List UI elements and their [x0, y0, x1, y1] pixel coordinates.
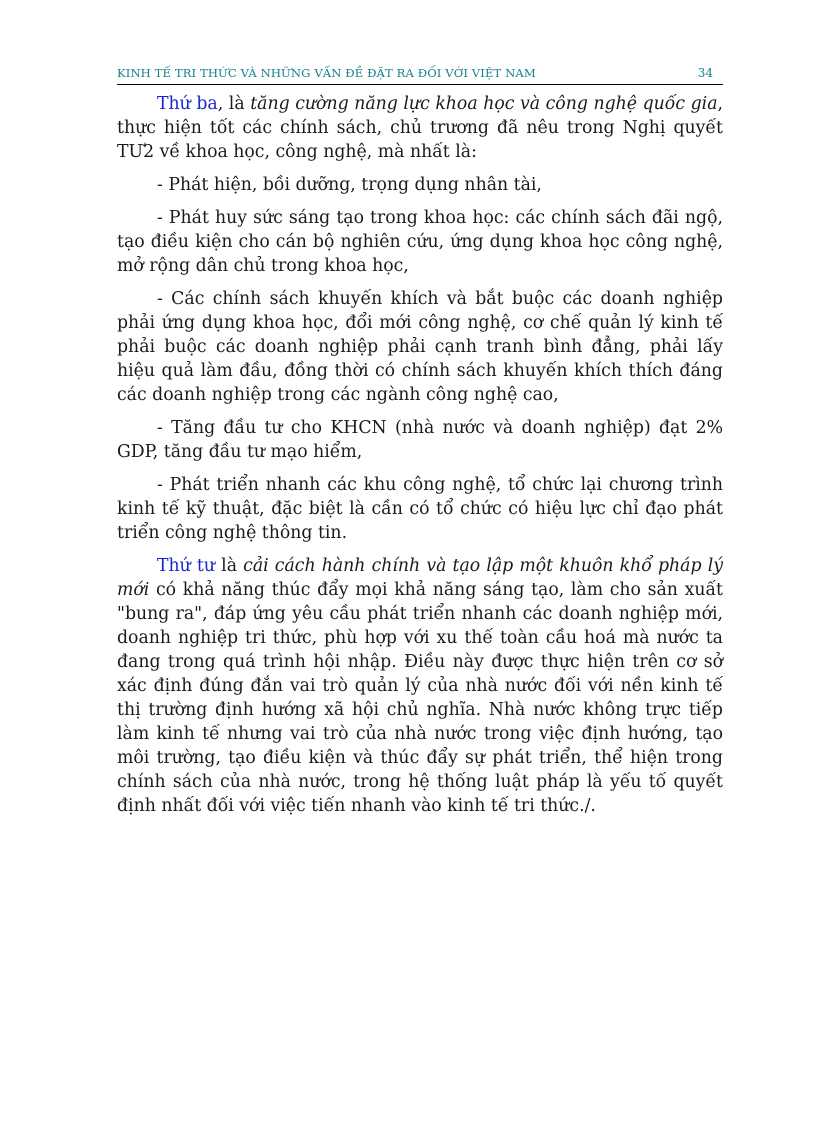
third-emphasis: tăng cường năng lực khoa học và công nghệ quốc gia: [250, 94, 718, 114]
paragraph-third: [117, 92, 723, 164]
bullet-item: - Phát triển nhanh các khu công nghệ, tổ chức lại chương trình kinh tế kỹ thuật, đặc biệt là cần có tổ chức có hiệu lực chỉ đạo phát triển công nghệ thông tin.: [117, 475, 723, 543]
paragraph-fourth: [117, 554, 723, 818]
bullet-item: - Các chính sách khuyến khích và bắt buộc các doanh nghiệp phải ứng dụng khoa học, đổi mới công nghệ, cơ chế quản lý kinh tế phải buộc các doanh nghiệp phải cạnh tranh bình đẳng, phải lấy hiệu quả làm đầu, đồng thời có chính sách khuyến khích thích đáng các doanh nghiệp trong các ngành công nghệ cao,: [117, 289, 723, 405]
third-connector: , là: [217, 94, 251, 114]
page-number: 34: [697, 66, 713, 80]
fourth-connector: là: [215, 556, 244, 576]
running-header: [117, 64, 723, 85]
third-label: Thứ ba: [157, 94, 218, 114]
bullet-item: - Tăng đầu tư cho KHCN (nhà nước và doanh nghiệp) đạt 2% GDP, tăng đầu tư mạo hiểm,: [117, 418, 723, 462]
bullet-item: - Phát huy sức sáng tạo trong khoa học: các chính sách đãi ngộ, tạo điều kiện cho cán bộ nghiên cứu, ứng dụng khoa học công nghệ, mở rộng dân chủ trong khoa học,: [117, 208, 723, 276]
bullet-item: - Phát hiện, bồi dưỡng, trọng dụng nhân tài,: [157, 175, 542, 195]
fourth-label: Thứ tư: [157, 556, 216, 576]
body-text: [117, 92, 723, 827]
fourth-emphasis: cải cách hành chính và tạo lập một khuôn khổ pháp lý mới: [117, 556, 723, 600]
fourth-body: có khả năng thúc đẩy mọi khả năng sáng tạo, làm cho sản xuất "bung ra", đáp ứng yêu cầu phát triển nhanh các doanh nghiệp mới, doanh nghiệp tri thức, phù hợp với xu thế toàn cầu hoá mà nước ta đang trong quá trình hội nhập. Điều này được thực hiện trên cơ sở xác định đúng đắn vai trò quản lý của nhà nước đối với nền kinh tế thị trường định hướng xã hội chủ nghĩa. Nhà nước không trực tiếp làm kinh tế nhưng vai trò của nhà nước trong việc định hướng, tạo môi trường, tạo điều kiện và thúc đẩy sự phát triển, thể hiện trong chính sách của nhà nước, trong hệ thống luật pháp là yếu tố quyết định nhất đối với việc tiến nhanh vào kinh tế tri thức./.: [117, 580, 723, 816]
header-title: KINH TẾ TRI THỨC VÀ NHỮNG VẤN ĐỀ ĐẶT RA ĐỐI VỚI VIỆT NAM: [117, 66, 536, 80]
third-body: , thực hiện tốt các chính sách, chủ trương đã nêu trong Nghị quyết TƯ2 về khoa học, công nghệ, mà nhất là:: [117, 94, 724, 162]
